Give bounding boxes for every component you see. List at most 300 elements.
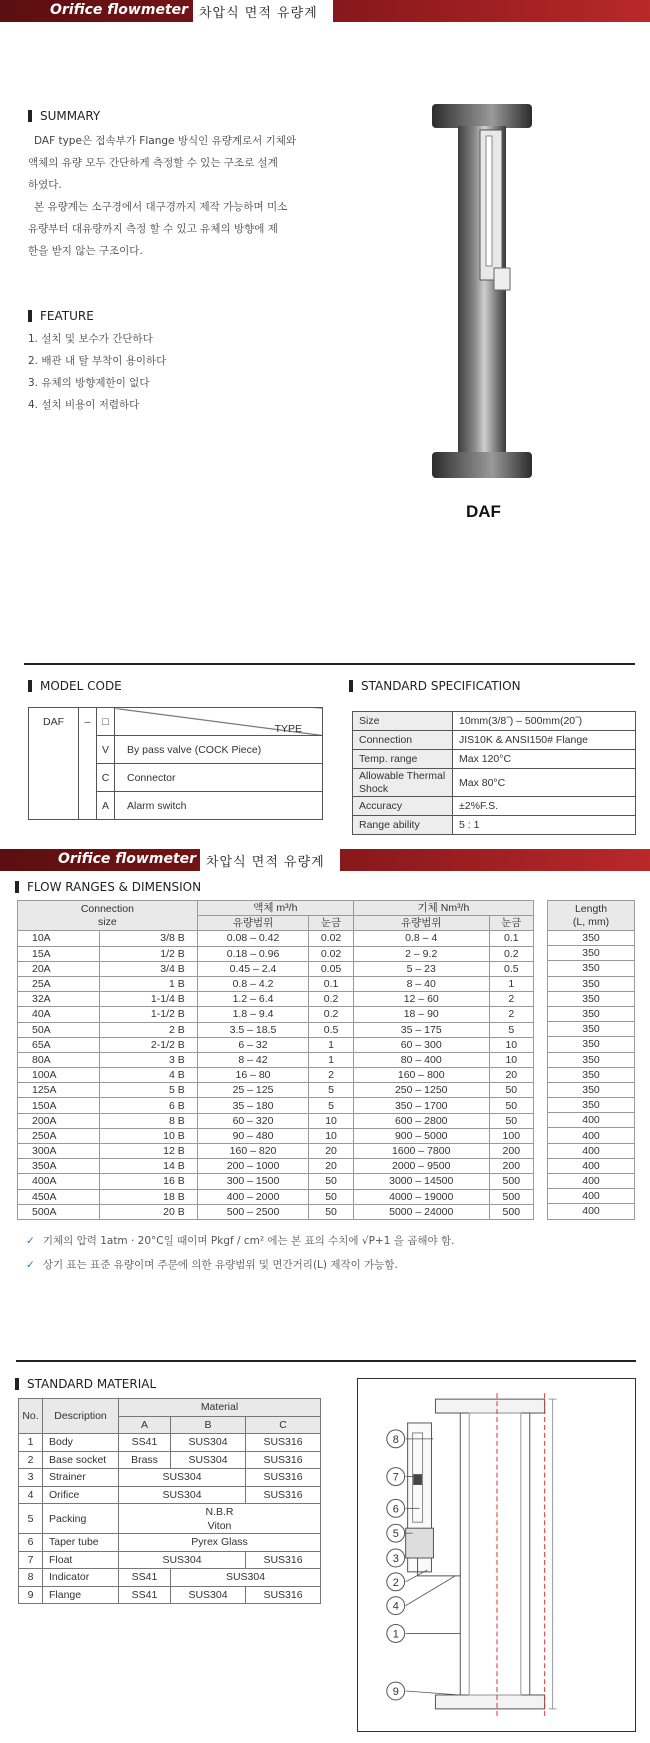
flow-size-b: 14 B bbox=[100, 1159, 198, 1174]
liquid-range: 3.5 – 18.5 bbox=[197, 1022, 308, 1037]
flow-size-b: 20 B bbox=[100, 1204, 198, 1219]
material-header-desc: Description bbox=[43, 1399, 119, 1434]
liquid-range: 0.08 – 0.42 bbox=[197, 931, 308, 946]
flow-header-size-text: size bbox=[98, 915, 117, 928]
gas-range: 900 – 5000 bbox=[353, 1128, 489, 1143]
liquid-range: 6 – 32 bbox=[197, 1037, 308, 1052]
flow-size-b: 2-1/2 B bbox=[100, 1037, 198, 1052]
length-value: 350 bbox=[548, 1098, 635, 1113]
length-value: 350 bbox=[548, 931, 635, 946]
length-row bbox=[548, 1174, 635, 1189]
flow-row bbox=[18, 961, 534, 976]
length-row bbox=[548, 1098, 635, 1113]
length-value: 350 bbox=[548, 946, 635, 961]
gas-scale: 10 bbox=[489, 1037, 533, 1052]
material-desc: Packing bbox=[43, 1504, 119, 1534]
material-c: SUS316 bbox=[246, 1469, 321, 1487]
length-value: 400 bbox=[548, 1128, 635, 1143]
feature-list bbox=[28, 328, 328, 416]
callout-number: 8 bbox=[392, 1433, 399, 1446]
flow-header-connection bbox=[18, 901, 198, 931]
material-b: SUS304 bbox=[171, 1434, 246, 1452]
flow-table bbox=[17, 900, 534, 1220]
flow-header-range: 유량범위 bbox=[353, 916, 489, 931]
liquid-scale: 5 bbox=[309, 1098, 354, 1113]
material-b: SUS304 bbox=[171, 1586, 246, 1604]
material-header-no: No. bbox=[19, 1399, 43, 1434]
flow-note bbox=[26, 1257, 398, 1272]
flow-row bbox=[18, 1083, 534, 1098]
spec-value: Max 80°C bbox=[453, 769, 636, 797]
gas-range: 250 – 1250 bbox=[353, 1083, 489, 1098]
length-value: 400 bbox=[548, 1158, 635, 1173]
material-no: 7 bbox=[19, 1551, 43, 1569]
flow-row bbox=[18, 1159, 534, 1174]
callout-number: 6 bbox=[392, 1503, 399, 1516]
liquid-range: 200 – 1000 bbox=[197, 1159, 308, 1174]
material-header-material: Material bbox=[119, 1399, 321, 1417]
liquid-scale: 1 bbox=[309, 1052, 354, 1067]
flow-size-b: 10 B bbox=[100, 1128, 198, 1143]
flow-size-a: 40A bbox=[18, 1007, 100, 1022]
material-header-c: C bbox=[246, 1416, 321, 1434]
spec-key: Size bbox=[353, 712, 453, 731]
material-no: 6 bbox=[19, 1534, 43, 1552]
material-a: SS41 bbox=[119, 1569, 171, 1587]
gas-scale: 500 bbox=[489, 1189, 533, 1204]
liquid-scale: 10 bbox=[309, 1128, 354, 1143]
nameplate bbox=[494, 268, 510, 290]
spec-key: Connection bbox=[353, 731, 453, 750]
gas-range: 160 – 800 bbox=[353, 1068, 489, 1083]
liquid-range: 1.8 – 9.4 bbox=[197, 1007, 308, 1022]
feature-item: 3. 유체의 방향제한이 없다 bbox=[28, 377, 150, 389]
flow-row bbox=[18, 976, 534, 991]
length-value: 400 bbox=[548, 1113, 635, 1128]
material-desc: Flange bbox=[43, 1586, 119, 1604]
material-a: SS41 bbox=[119, 1434, 171, 1452]
gas-range: 1600 – 7800 bbox=[353, 1144, 489, 1159]
flow-size-a: 125A bbox=[18, 1083, 100, 1098]
material-c: SUS316 bbox=[246, 1551, 321, 1569]
length-row bbox=[548, 1158, 635, 1173]
length-table-body bbox=[548, 931, 635, 1220]
flow-row bbox=[18, 1052, 534, 1067]
material-header-a: A bbox=[119, 1416, 171, 1434]
gas-scale: 500 bbox=[489, 1174, 533, 1189]
length-value: 350 bbox=[548, 991, 635, 1006]
liquid-range: 500 – 2500 bbox=[197, 1204, 308, 1219]
gas-scale: 500 bbox=[489, 1204, 533, 1219]
material-all-text: N.B.R bbox=[205, 1505, 234, 1518]
model-code-option-code: V bbox=[97, 736, 115, 764]
flow-header-connection-text: Connection bbox=[80, 902, 134, 915]
spec-value: JIS10K & ANSI150# Flange bbox=[453, 731, 636, 750]
flow-row bbox=[18, 1144, 534, 1159]
flow-size-a: 350A bbox=[18, 1159, 100, 1174]
model-code-type-label: TYPE bbox=[115, 708, 323, 736]
length-value: 350 bbox=[548, 1052, 635, 1067]
length-value: 400 bbox=[548, 1143, 635, 1158]
flow-size-a: 50A bbox=[18, 1022, 100, 1037]
summary-line: 액체의 유량 모두 간단하게 측정할 수 있는 구조로 설계 bbox=[28, 157, 278, 169]
callout-number: 2 bbox=[392, 1576, 399, 1589]
flowmeter-drawing bbox=[406, 1393, 557, 1717]
spec-key: Range ability bbox=[353, 816, 453, 835]
liquid-range: 8 – 42 bbox=[197, 1052, 308, 1067]
indicator-scale bbox=[486, 136, 492, 266]
flow-size-a: 25A bbox=[18, 976, 100, 991]
spec-key: Allowable Thermal Shock bbox=[353, 769, 453, 797]
flow-row bbox=[18, 1007, 534, 1022]
liquid-scale: 20 bbox=[309, 1159, 354, 1174]
liquid-scale: 20 bbox=[309, 1144, 354, 1159]
model-code-option-desc: Connector bbox=[115, 764, 323, 792]
gas-scale: 200 bbox=[489, 1144, 533, 1159]
flow-size-b: 1-1/2 B bbox=[100, 1007, 198, 1022]
flow-header-range: 유량범위 bbox=[197, 916, 308, 931]
flow-row bbox=[18, 1037, 534, 1052]
flow-size-a: 15A bbox=[18, 946, 100, 961]
length-row bbox=[548, 976, 635, 991]
liquid-range: 1.2 – 6.4 bbox=[197, 992, 308, 1007]
material-a: Brass bbox=[119, 1451, 171, 1469]
summary-line: 유량부터 대유량까지 측정 할 수 있고 유체의 방향에 제 bbox=[28, 223, 278, 235]
spec-value: 10mm(3/8˝) – 500mm(20˝) bbox=[453, 712, 636, 731]
callout-number: 4 bbox=[392, 1600, 399, 1613]
banner-title-ko: 차압식 면적 유량계 bbox=[199, 6, 318, 21]
flow-heading: FLOW RANGES & DIMENSION bbox=[15, 881, 201, 893]
summary-line: 본 유량계는 소구경에서 대구경까지 제작 가능하며 미소 bbox=[34, 201, 288, 213]
flow-size-a: 400A bbox=[18, 1174, 100, 1189]
feature-item: 4. 설치 비용이 저렴하다 bbox=[28, 399, 140, 411]
flow-size-a: 80A bbox=[18, 1052, 100, 1067]
flow-row bbox=[18, 1098, 534, 1113]
flow-size-b: 3 B bbox=[100, 1052, 198, 1067]
length-row bbox=[548, 1006, 635, 1021]
banner-title-ko: 차압식 면적 유량계 bbox=[206, 855, 325, 870]
flow-row bbox=[18, 1174, 534, 1189]
banner-title-box bbox=[200, 849, 340, 871]
flow-size-a: 300A bbox=[18, 1144, 100, 1159]
length-row bbox=[548, 931, 635, 946]
section-banner bbox=[0, 849, 650, 871]
liquid-range: 60 – 320 bbox=[197, 1113, 308, 1128]
length-header-text: Length bbox=[574, 902, 608, 915]
liquid-scale: 0.2 bbox=[309, 992, 354, 1007]
length-table bbox=[547, 900, 635, 1220]
flow-row bbox=[18, 931, 534, 946]
gas-scale: 2 bbox=[489, 992, 533, 1007]
banner-title-box bbox=[193, 0, 333, 22]
gas-range: 0.8 – 4 bbox=[353, 931, 489, 946]
flow-header-scale: 눈금 bbox=[309, 916, 354, 931]
length-value: 350 bbox=[548, 1037, 635, 1052]
material-no: 3 bbox=[19, 1469, 43, 1487]
material-desc: Float bbox=[43, 1551, 119, 1569]
spec-value: ±2%F.S. bbox=[453, 797, 636, 816]
gas-range: 18 – 90 bbox=[353, 1007, 489, 1022]
gas-range: 4000 – 19000 bbox=[353, 1189, 489, 1204]
divider bbox=[16, 1360, 636, 1362]
banner-title-en: Orifice flowmeter bbox=[50, 2, 189, 18]
flow-size-b: 12 B bbox=[100, 1144, 198, 1159]
gas-scale: 200 bbox=[489, 1159, 533, 1174]
material-desc: Orifice bbox=[43, 1486, 119, 1504]
flow-size-b: 3/8 B bbox=[100, 931, 198, 946]
gas-scale: 0.2 bbox=[489, 946, 533, 961]
material-ab: SUS304 bbox=[119, 1486, 246, 1504]
model-code-option-code: A bbox=[97, 792, 115, 820]
check-icon: ✓ bbox=[26, 1235, 35, 1247]
gas-scale: 50 bbox=[489, 1098, 533, 1113]
material-no: 2 bbox=[19, 1451, 43, 1469]
liquid-scale: 50 bbox=[309, 1174, 354, 1189]
flow-row bbox=[18, 946, 534, 961]
model-code-model: DAF bbox=[29, 708, 79, 820]
length-value: 350 bbox=[548, 976, 635, 991]
liquid-range: 25 – 125 bbox=[197, 1083, 308, 1098]
flow-note-text: 기체의 압력 1atm · 20°C일 때이며 Pkgf / cm² 에는 본 표의 수치에 √P+1 을 곱해야 함. bbox=[42, 1235, 455, 1247]
material-c: SUS316 bbox=[246, 1451, 321, 1469]
liquid-range: 300 – 1500 bbox=[197, 1174, 308, 1189]
spec-value: Max 120°C bbox=[453, 750, 636, 769]
product-label: DAF bbox=[466, 502, 501, 521]
flow-row bbox=[18, 992, 534, 1007]
summary-heading: SUMMARY bbox=[28, 110, 100, 122]
flow-row bbox=[18, 1128, 534, 1143]
liquid-range: 160 – 820 bbox=[197, 1144, 308, 1159]
bottom-flange bbox=[432, 452, 532, 478]
flow-size-b: 1-1/4 B bbox=[100, 992, 198, 1007]
flow-row bbox=[18, 1022, 534, 1037]
summary-line: 하였다. bbox=[28, 179, 62, 191]
flow-size-b: 5 B bbox=[100, 1083, 198, 1098]
flow-size-a: 200A bbox=[18, 1113, 100, 1128]
liquid-scale: 0.5 bbox=[309, 1022, 354, 1037]
flow-size-b: 16 B bbox=[100, 1174, 198, 1189]
liquid-scale: 0.1 bbox=[309, 976, 354, 991]
length-row bbox=[548, 1128, 635, 1143]
flow-size-b: 18 B bbox=[100, 1189, 198, 1204]
top-flange bbox=[432, 104, 532, 128]
flow-size-b: 8 B bbox=[100, 1113, 198, 1128]
cross-section-diagram bbox=[357, 1378, 636, 1732]
gas-range: 5000 – 24000 bbox=[353, 1204, 489, 1219]
liquid-scale: 50 bbox=[309, 1189, 354, 1204]
liquid-scale: 0.02 bbox=[309, 931, 354, 946]
material-desc: Indicator bbox=[43, 1569, 119, 1587]
liquid-scale: 0.05 bbox=[309, 961, 354, 976]
material-desc: Strainer bbox=[43, 1469, 119, 1487]
gas-scale: 50 bbox=[489, 1083, 533, 1098]
material-no: 8 bbox=[19, 1569, 43, 1587]
flow-size-a: 10A bbox=[18, 931, 100, 946]
gas-range: 35 – 175 bbox=[353, 1022, 489, 1037]
length-value: 350 bbox=[548, 1082, 635, 1097]
summary-line: 한을 받지 않는 구조이다. bbox=[28, 245, 143, 257]
liquid-range: 400 – 2000 bbox=[197, 1189, 308, 1204]
callout-number: 5 bbox=[392, 1528, 399, 1541]
feature-heading: FEATURE bbox=[28, 310, 94, 322]
liquid-range: 90 – 480 bbox=[197, 1128, 308, 1143]
banner-title-en: Orifice flowmeter bbox=[58, 851, 197, 867]
gas-scale: 0.5 bbox=[489, 961, 533, 976]
model-code-table bbox=[28, 707, 323, 820]
gas-scale: 1 bbox=[489, 976, 533, 991]
liquid-scale: 2 bbox=[309, 1068, 354, 1083]
length-value: 400 bbox=[548, 1204, 635, 1219]
callout-number: 3 bbox=[392, 1552, 399, 1565]
material-c: SUS316 bbox=[246, 1586, 321, 1604]
length-value: 400 bbox=[548, 1174, 635, 1189]
length-row bbox=[548, 1082, 635, 1097]
material-all bbox=[119, 1504, 321, 1534]
gas-range: 5 – 23 bbox=[353, 961, 489, 976]
flow-row bbox=[18, 1113, 534, 1128]
length-row bbox=[548, 1037, 635, 1052]
length-row bbox=[548, 1022, 635, 1037]
flow-header-scale: 눈금 bbox=[489, 916, 533, 931]
material-b: SUS304 bbox=[171, 1451, 246, 1469]
liquid-scale: 0.02 bbox=[309, 946, 354, 961]
length-row bbox=[548, 1052, 635, 1067]
material-desc: Taper tube bbox=[43, 1534, 119, 1552]
material-no: 4 bbox=[19, 1486, 43, 1504]
feature-item: 2. 배관 내 탈 부착이 용이하다 bbox=[28, 355, 167, 367]
flow-size-b: 4 B bbox=[100, 1068, 198, 1083]
flow-size-a: 500A bbox=[18, 1204, 100, 1219]
material-no: 1 bbox=[19, 1434, 43, 1452]
flow-row bbox=[18, 1189, 534, 1204]
liquid-scale: 10 bbox=[309, 1113, 354, 1128]
material-c: SUS316 bbox=[246, 1486, 321, 1504]
length-value: 400 bbox=[548, 1189, 635, 1204]
material-no: 9 bbox=[19, 1586, 43, 1604]
flow-row bbox=[18, 1068, 534, 1083]
liquid-scale: 50 bbox=[309, 1204, 354, 1219]
summary-text bbox=[28, 130, 328, 262]
spec-value: 5 : 1 bbox=[453, 816, 636, 835]
length-row bbox=[548, 1204, 635, 1219]
length-row bbox=[548, 1113, 635, 1128]
liquid-scale: 0.2 bbox=[309, 1007, 354, 1022]
gas-scale: 50 bbox=[489, 1113, 533, 1128]
header-banner bbox=[0, 0, 650, 22]
length-row bbox=[548, 946, 635, 961]
gas-scale: 100 bbox=[489, 1128, 533, 1143]
gas-scale: 5 bbox=[489, 1022, 533, 1037]
material-desc: Base socket bbox=[43, 1451, 119, 1469]
flow-note bbox=[26, 1233, 454, 1248]
flow-size-b: 1 B bbox=[100, 976, 198, 991]
liquid-range: 35 – 180 bbox=[197, 1098, 308, 1113]
flow-size-a: 20A bbox=[18, 961, 100, 976]
length-header bbox=[548, 901, 635, 931]
liquid-range: 0.45 – 2.4 bbox=[197, 961, 308, 976]
gas-range: 8 – 40 bbox=[353, 976, 489, 991]
length-value: 350 bbox=[548, 1006, 635, 1021]
gas-range: 12 – 60 bbox=[353, 992, 489, 1007]
length-row bbox=[548, 961, 635, 976]
length-value: 350 bbox=[548, 1067, 635, 1082]
model-code-heading: MODEL CODE bbox=[28, 680, 122, 692]
material-all: Pyrex Glass bbox=[119, 1534, 321, 1552]
summary-line: DAF type은 접속부가 Flange 방식인 유량계로서 기체와 bbox=[34, 135, 297, 147]
material-bc: SUS304 bbox=[171, 1569, 321, 1587]
gas-range: 2 – 9.2 bbox=[353, 946, 489, 961]
material-c: SUS316 bbox=[246, 1434, 321, 1452]
material-heading: STANDARD MATERIAL bbox=[15, 1378, 156, 1390]
flow-size-a: 450A bbox=[18, 1189, 100, 1204]
flow-size-b: 1/2 B bbox=[100, 946, 198, 961]
spec-key: Accuracy bbox=[353, 797, 453, 816]
callout-group bbox=[387, 1430, 405, 1700]
std-spec-heading: STANDARD SPECIFICATION bbox=[349, 680, 521, 692]
gas-range: 600 – 2800 bbox=[353, 1113, 489, 1128]
gas-range: 3000 – 14500 bbox=[353, 1174, 489, 1189]
callout-number: 1 bbox=[392, 1628, 399, 1641]
length-value: 350 bbox=[548, 1022, 635, 1037]
model-code-option-desc: Alarm switch bbox=[115, 792, 323, 820]
flow-size-b: 6 B bbox=[100, 1098, 198, 1113]
flow-size-b: 3/4 B bbox=[100, 961, 198, 976]
divider bbox=[24, 663, 635, 665]
flow-size-a: 100A bbox=[18, 1068, 100, 1083]
length-row bbox=[548, 1067, 635, 1082]
gas-range: 350 – 1700 bbox=[353, 1098, 489, 1113]
material-header-b: B bbox=[171, 1416, 246, 1434]
material-desc: Body bbox=[43, 1434, 119, 1452]
liquid-range: 16 – 80 bbox=[197, 1068, 308, 1083]
spec-key: Temp. range bbox=[353, 750, 453, 769]
gas-scale: 10 bbox=[489, 1052, 533, 1067]
gas-range: 60 – 300 bbox=[353, 1037, 489, 1052]
flow-row bbox=[18, 1204, 534, 1219]
flow-size-a: 150A bbox=[18, 1098, 100, 1113]
length-header-unit: (L, mm) bbox=[572, 915, 610, 928]
model-code-option-desc: By pass valve (COCK Piece) bbox=[115, 736, 323, 764]
gas-scale: 20 bbox=[489, 1068, 533, 1083]
length-value: 350 bbox=[548, 961, 635, 976]
flow-size-b: 2 B bbox=[100, 1022, 198, 1037]
material-a: SS41 bbox=[119, 1586, 171, 1604]
gas-range: 2000 – 9500 bbox=[353, 1159, 489, 1174]
material-ab: SUS304 bbox=[119, 1469, 246, 1487]
material-no: 5 bbox=[19, 1504, 43, 1534]
gas-scale: 0.1 bbox=[489, 931, 533, 946]
flow-size-a: 65A bbox=[18, 1037, 100, 1052]
gas-scale: 2 bbox=[489, 1007, 533, 1022]
check-icon: ✓ bbox=[26, 1259, 35, 1271]
flow-header-gas: 기체 Nm³/h bbox=[353, 901, 533, 916]
flow-size-a: 250A bbox=[18, 1128, 100, 1143]
liquid-range: 0.18 – 0.96 bbox=[197, 946, 308, 961]
model-code-dash: – bbox=[79, 708, 97, 820]
model-code-option-code: C bbox=[97, 764, 115, 792]
flow-note-text: 상기 표는 표준 유량이며 주문에 의한 유량범위 및 면간거리(L) 제작이 가능함. bbox=[42, 1259, 398, 1271]
length-row bbox=[548, 991, 635, 1006]
gas-range: 80 – 400 bbox=[353, 1052, 489, 1067]
callout-number: 7 bbox=[392, 1471, 399, 1484]
length-row bbox=[548, 1143, 635, 1158]
liquid-scale: 5 bbox=[309, 1083, 354, 1098]
flow-header-liquid: 액체 m³/h bbox=[197, 901, 353, 916]
length-row bbox=[548, 1189, 635, 1204]
callout-number: 9 bbox=[392, 1685, 399, 1698]
liquid-range: 0.8 – 4.2 bbox=[197, 976, 308, 991]
material-ab: SUS304 bbox=[119, 1551, 246, 1569]
